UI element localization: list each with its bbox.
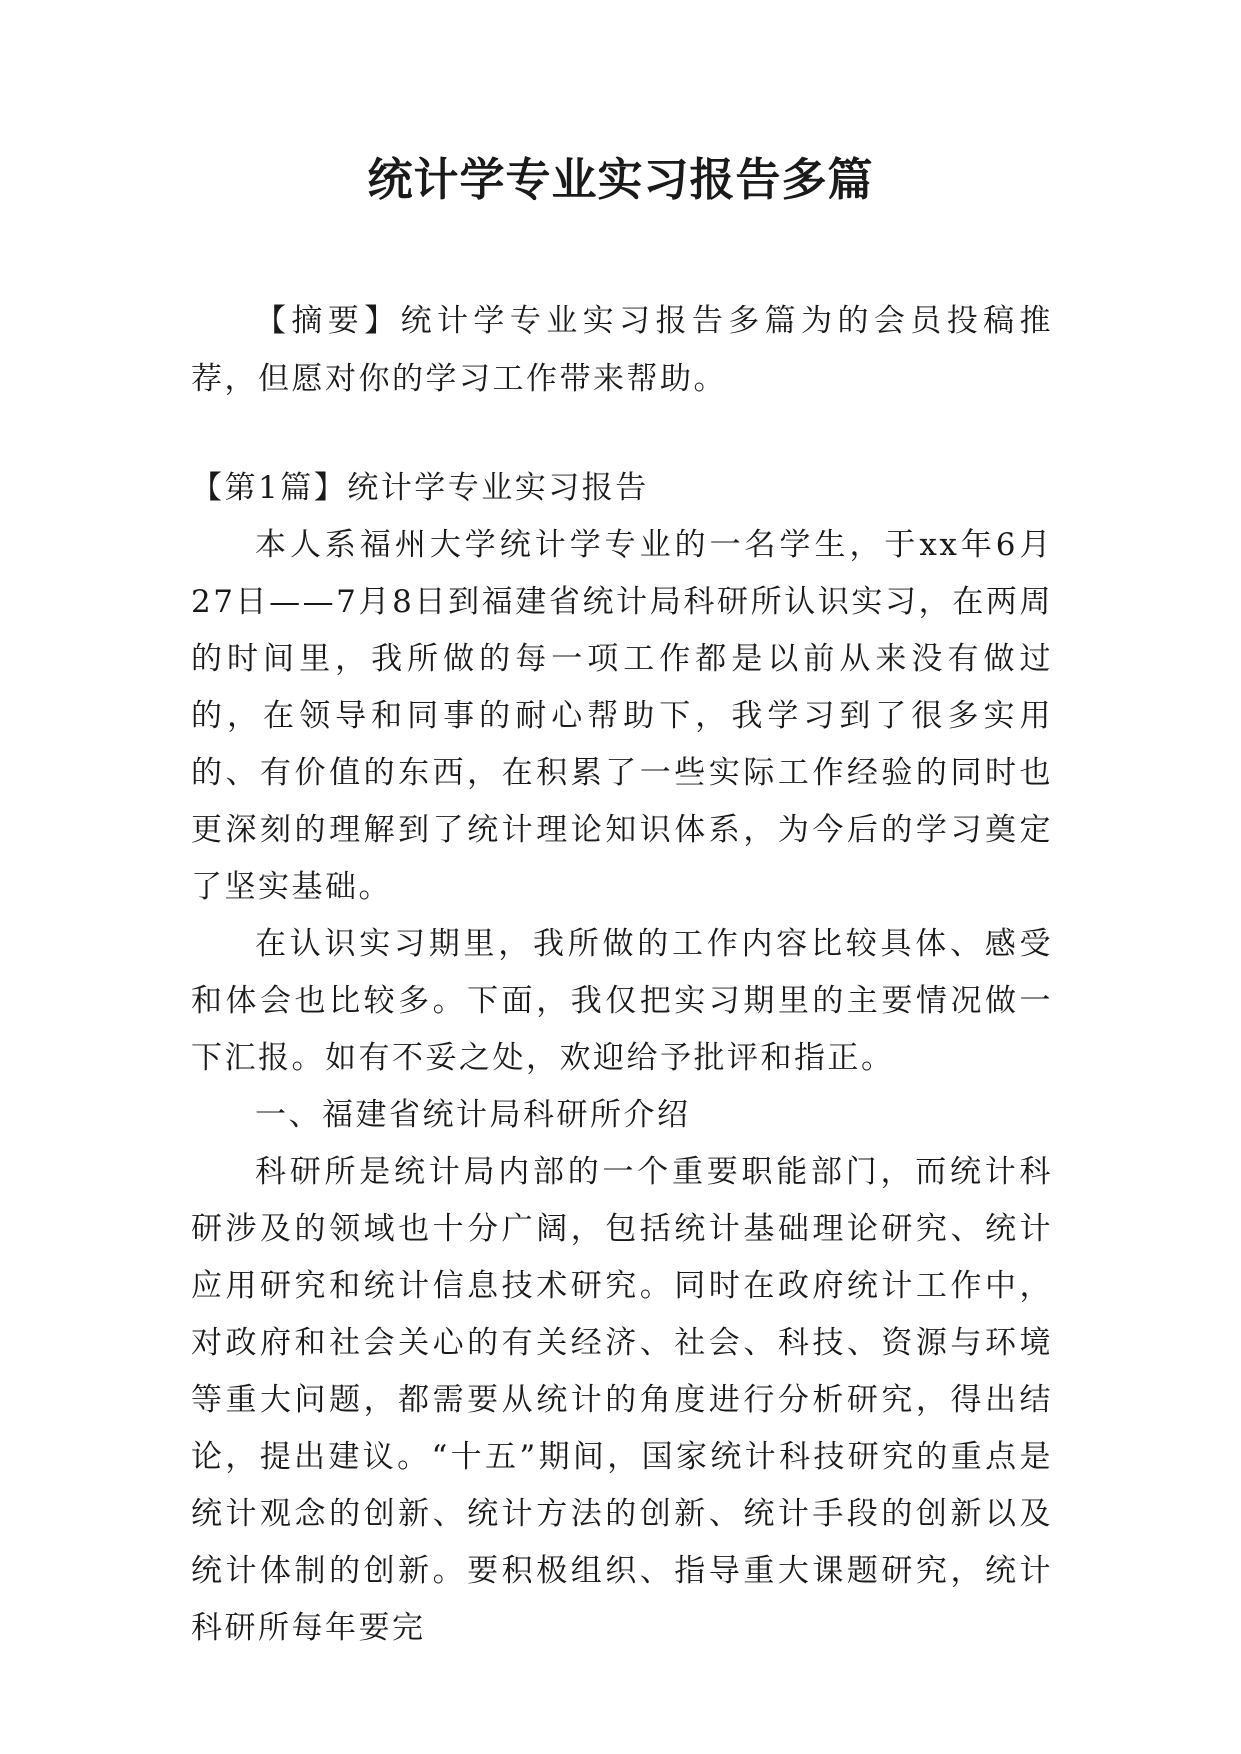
document-title: 统计学专业实习报告多篇 (367, 153, 874, 206)
abstract-block (191, 292, 1053, 408)
abstract-paragraph: 【摘要】统计学专业实习报告多篇为的会员投稿推荐，但愿对你的学习工作带来帮助。 (191, 303, 1053, 397)
subsection-heading: 一、福建省统计局科研所介绍 (255, 1097, 691, 1133)
body-paragraph: 本人系福州大学统计学专业的一名学生，于xx年6月27日——7月8日到福建省统计局科研所认识实习，在两周的时间里，我所做的每一项工作都是以前从来没有做过的，在领导和同事的耐心帮助下，我学习到了很多实用的、有价值的东西，在积累了一些实际工作经验的同时也更深刻的理解到了统计理论知识体系，为今后的学习奠定了坚实基础。 (191, 527, 1053, 905)
main-body (191, 460, 1053, 1657)
body-paragraph: 在认识实习期里，我所做的工作内容比较具体、感受和体会也比较多。下面，我仅把实习期里的主要情况做一下汇报。如有不妥之处，欢迎给予批评和指正。 (191, 926, 1053, 1076)
section-heading: 【第1篇】统计学专业实习报告 (191, 470, 649, 506)
body-paragraph: 科研所是统计局内部的一个重要职能部门，而统计科研涉及的领域也十分广阔，包括统计基础理论研究、统计应用研究和统计信息技术研究。同时在政府统计工作中，对政府和社会关心的有关经济、社会、科技、资源与环境等重大问题，都需要从统计的角度进行分析研究，得出结论，提出建议。“十五”期间，国家统计科技研究的重点是统计观念的创新、统计方法的创新、统计手段的创新以及统计体制的创新。要积极组织、指导重大课题研究，统计科研所每年要完 (191, 1154, 1053, 1646)
